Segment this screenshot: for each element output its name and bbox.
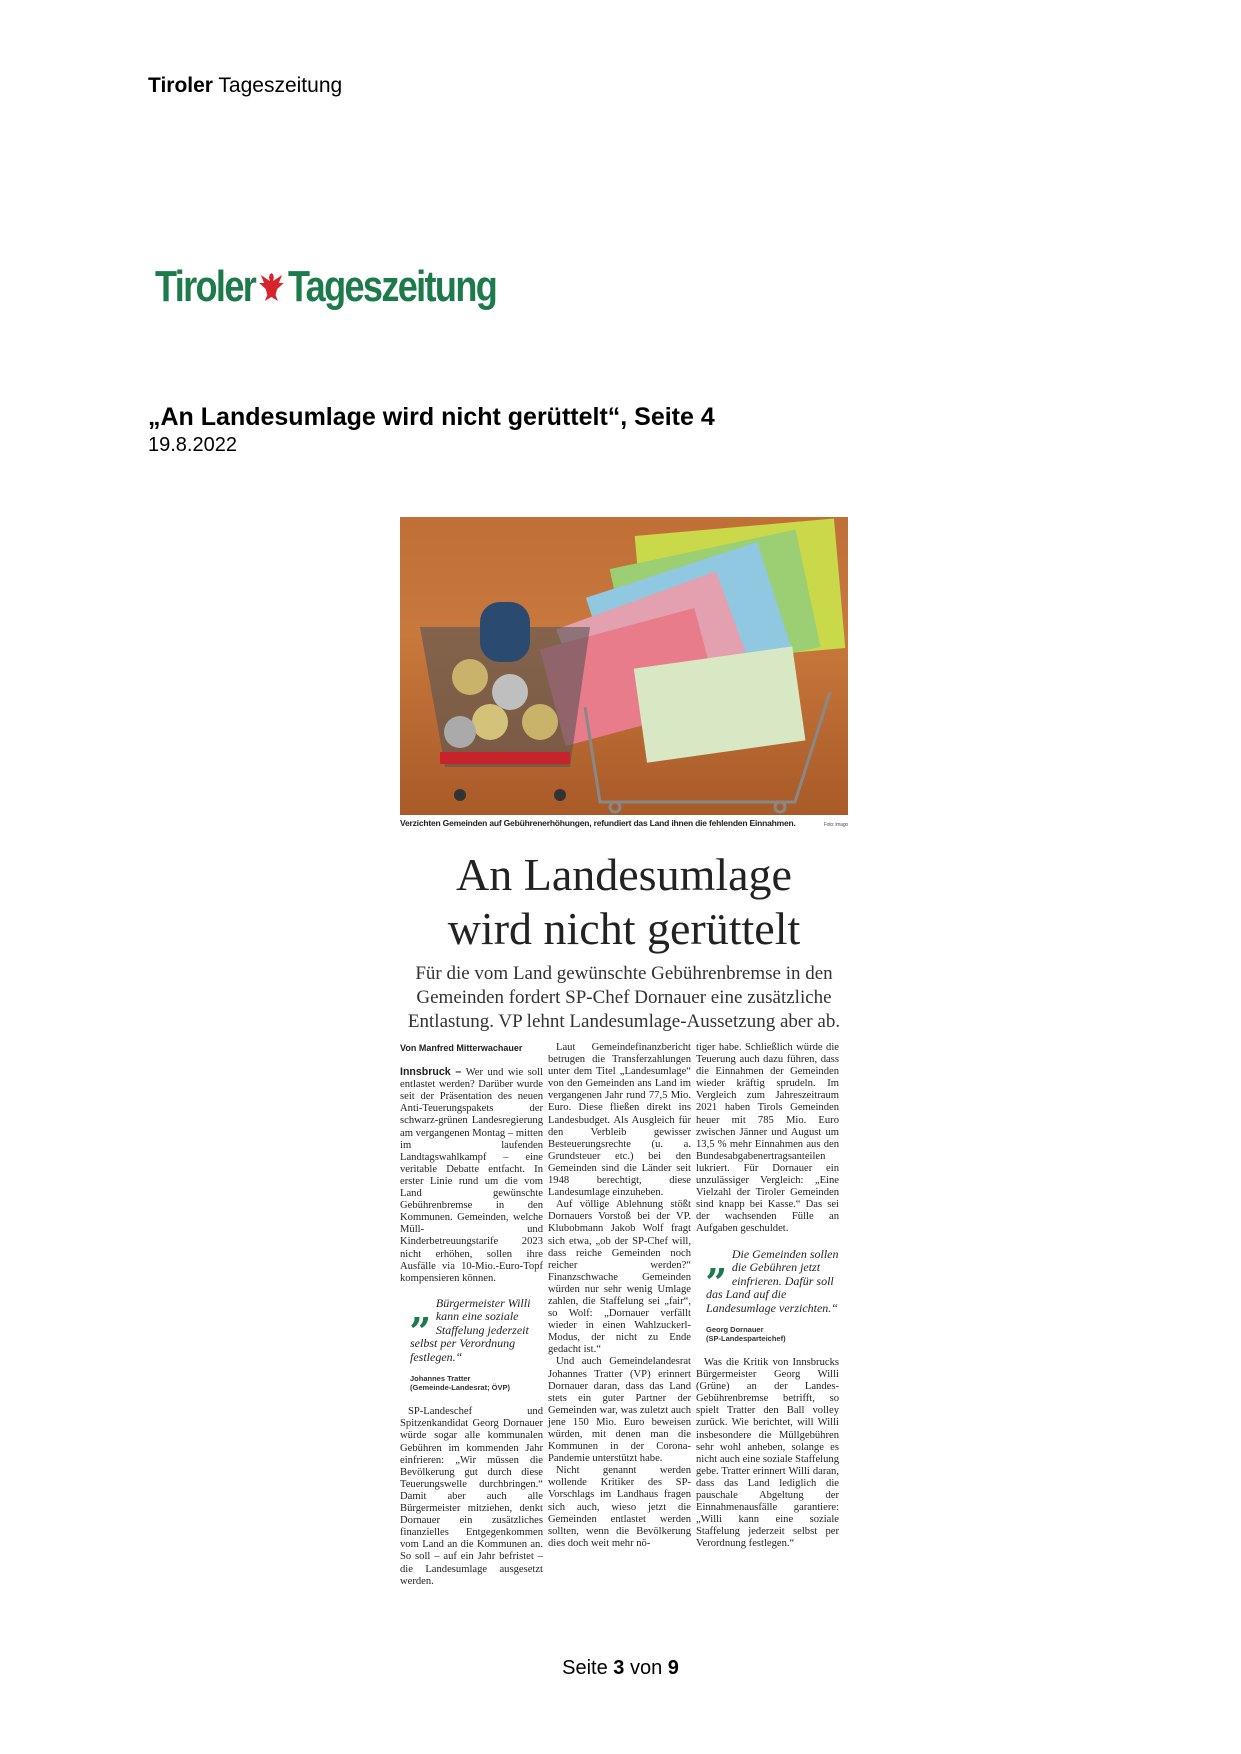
quote-author: Johannes Tratter [410, 1374, 471, 1384]
quote-author-role: (SP-Landesparteichef) [706, 1334, 786, 1343]
paragraph-continued: tiger habe. Schließlich würde die Teuerung auch dazu führen, dass die Einnahmen der Gemeinden wieder kräftig sprudeln. Im Vergleich zum Jahreszeitraum 2021 haben Tirols Gemeinden heuer mit 785 Mio. Euro zwischen Jänner und August um 13,5 % mehr Einnahmen aus den Bundesabgabenertragsanteilen lukriert. Für Dornauer ein unzulässiger Vergleich: „Eine Vielzahl der Tiroler Gemeinden sind knapp bei Kasse.“ Das sei der wachsenden Fülle an Aufgaben geschuldet. [696, 1042, 839, 1235]
brand-rest: Tageszeitung [212, 74, 343, 97]
photo-credit: Foto: imago [823, 822, 848, 828]
page-footer [0, 1657, 1241, 1680]
brand-bold: Tiroler [148, 74, 213, 97]
article-subheadline: Für die vom Land gewünschte Gebührenbremse in den Gemeinden fordert SP-Chef Dornauer eine zusätzliche Entlastung. VP lehnt Landesumlage-Aussetzung aber ab. [407, 963, 841, 1032]
logo-text-right: Tageszeitung [287, 262, 497, 311]
document-title: „An Landesumlage wird nicht gerüttelt“, Seite 4 [148, 403, 715, 431]
current-page: 3 [613, 1657, 625, 1679]
footer-middle: von [624, 1657, 668, 1679]
quote-author: Georg Dornauer [706, 1325, 764, 1334]
article-photo [400, 517, 848, 815]
logo-text-left: Tiroler [155, 262, 256, 311]
small-cart [420, 602, 590, 801]
pull-quote [410, 1286, 543, 1393]
document-date: 19.8.2022 [148, 434, 237, 456]
article-body [400, 848, 848, 1588]
byline: Von Manfred Mitterwachauer [400, 1043, 523, 1053]
article-column-1 [400, 1042, 543, 1588]
paragraph: Was die Kritik von Innsbrucks Bürgermeister Georg Willi (Grüne) an der Landes-Gebührenbremse betrifft, so spielt Tratter den Ball volley zurück. Wie berichtet, will Willi insbesondere die Müllgebühren sehr wohl anheben, solange es nicht auch eine soziale Staffelung gebe. Tratter erinnert Willi daran, dass das Land lediglich die pauschale Abgeltung der Einnahmenausfälle garantiere: „Willi kann eine soziale Staffelung jederzeit selbst per Verordnung festlegen.“ [696, 1357, 839, 1550]
paragraph: Laut Gemeindefinanzbericht betrugen die Transferzahlungen unter dem Titel „Landesumlage“ von den Gemeinden ans Land im vergangenen Jahr rund 77,5 Mio. Euro. Diese fließen direkt ins Landesbudget. Als Ausgleich für den Verbleib gewisser Besteuerungsrechte (u. a. Grundsteuer etc.) bei den Gemeinden sind die Länder seit 1948 berechtigt, diese Landesumlage einzuheben. [548, 1042, 691, 1199]
article-headline [400, 848, 848, 956]
article-columns [400, 1042, 848, 1588]
paragraph: Nicht genannt werden wollende Kritiker des SP-Vorschlags im Landhaus fragen sich auch, wieso jetzt die Gemeinden entlastet werden sollten, wenn die Bevölkerung dies doch weit mehr nö- [548, 1465, 691, 1549]
tyrolean-eagle-icon [258, 269, 286, 305]
total-pages: 9 [667, 1657, 679, 1679]
paragraph: Und auch Gemeindelandesrat Johannes Tratter (VP) erinnert Dornauer daran, dass das Land stets ein guter Partner der Gemeinden war, was zuletzt auch jene 150 Mio. Euro beweisen würden, mit denen man die Kommunen in der Corona-Pandemie unterstützt habe. [548, 1356, 691, 1465]
pull-quote [706, 1237, 839, 1344]
photo-caption-row [400, 818, 848, 828]
paragraph: SP-Landeschef und Spitzenkandidat Georg Dornauer würde sogar alle kommunalen Gebühren im kommenden Jahr einfrieren: „Wir müssen die Bevölkerung gut durch diese Teuerungswelle durchbringen.“ Damit aber auch alle Bürgermeister mitziehen, denkt Dornauer ein zusätzliches finanzielles Entgegenkommen vom Land an die Kommunen an. So soll – auf ein Jahr befristet – die Landesumlage ausgesetzt werden. [400, 1406, 543, 1587]
headline-line-1: An Landesumlage [456, 849, 792, 900]
footer-prefix: Seite [562, 1657, 614, 1679]
article-column-3 [696, 1042, 839, 1588]
headline-line-2: wird nicht gerüttelt [447, 903, 801, 954]
quote-mark-icon: „ [410, 1286, 432, 1332]
article-column-2 [548, 1042, 691, 1588]
newspaper-logo [155, 262, 496, 312]
quote-text: Die Gemeinden sollen die Gebühren jetzt einfrieren. Dafür soll das Land auf die Landesumlage verzichten.“ [706, 1246, 839, 1315]
publication-header [148, 74, 342, 98]
paragraph-text: Wer und wie soll entlastet werden? Darüber wurde seit der Präsentation des neuen Anti-Teuerungspakets der schwarz-grünen Landesregierung am vergangenen Montag – mitten im laufenden Landtagswahlkampf – eine veritable Debatte entfacht. In erster Linie rund um die vom Land gewünschte Gebührenbremse in den Kommunen. Gemeinden, welche Müll- und Kinderbetreuungstarife 2023 nicht erhöhen, sollen ihre Ausfälle via 10-Mio.-Euro-Topf kompensieren können. [400, 1067, 543, 1284]
paragraph: Auf völlige Ablehnung stößt Dornauers Vorstoß bei der VP. Klubobmann Jakob Wolf fragt sich etwa, „ob der SP-Chef will, dass reiche Gemeinden noch reicher werden?“ Finanzschwache Gemeinden würden nur sehr wenig Umlage zahlen, die Staffelung sei „fair“, so Wolf: „Dornauer verfällt wieder in einen Wahlzuckerl-Modus, der nicht zu Ende gedacht ist.“ [548, 1199, 691, 1356]
shopping-cart-money-image [400, 517, 848, 815]
quote-mark-icon: „ [706, 1237, 728, 1283]
photo-caption: Verzichten Gemeinden auf Gebührenerhöhungen, refundiert das Land ihnen die fehlenden Einnahmen. [400, 818, 796, 828]
quote-author-role: (Gemeinde-Landesrat; ÖVP) [410, 1383, 511, 1393]
dateline: Innsbruck – [400, 1066, 462, 1079]
paragraph [400, 1066, 543, 1285]
quote-text: Bürgermeister Willi kann eine soziale Staffelung jederzeit selbst per Verordnung festlegen.“ [410, 1295, 531, 1364]
